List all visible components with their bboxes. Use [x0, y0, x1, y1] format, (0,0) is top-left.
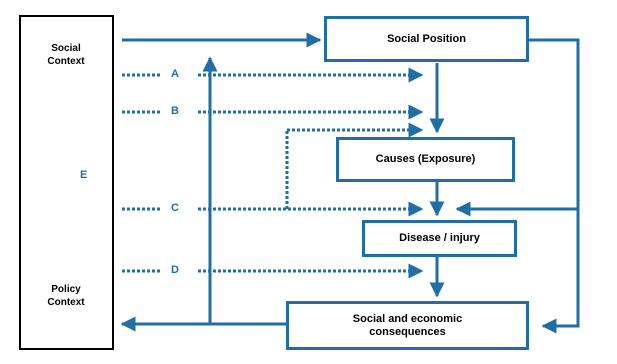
disease-text: Disease / injury: [399, 232, 480, 244]
disease-box: [362, 220, 517, 257]
label-e: E: [80, 169, 88, 181]
social-position-text: Social Position: [387, 32, 466, 45]
label-d: D: [171, 264, 179, 276]
consequences-text: Social and economic consequences: [352, 312, 463, 338]
right-loop-line: [528, 40, 578, 326]
label-b: B: [171, 105, 179, 117]
social-context-label: Social Context: [47, 43, 85, 67]
social-position-box: [324, 16, 529, 62]
causes-box: [336, 137, 515, 182]
label-c: C: [171, 202, 179, 214]
label-a: A: [171, 68, 179, 80]
consequences-box: [286, 301, 529, 350]
policy-context-label: Policy Context: [47, 284, 85, 308]
causes-text: Causes (Exposure): [375, 153, 476, 165]
